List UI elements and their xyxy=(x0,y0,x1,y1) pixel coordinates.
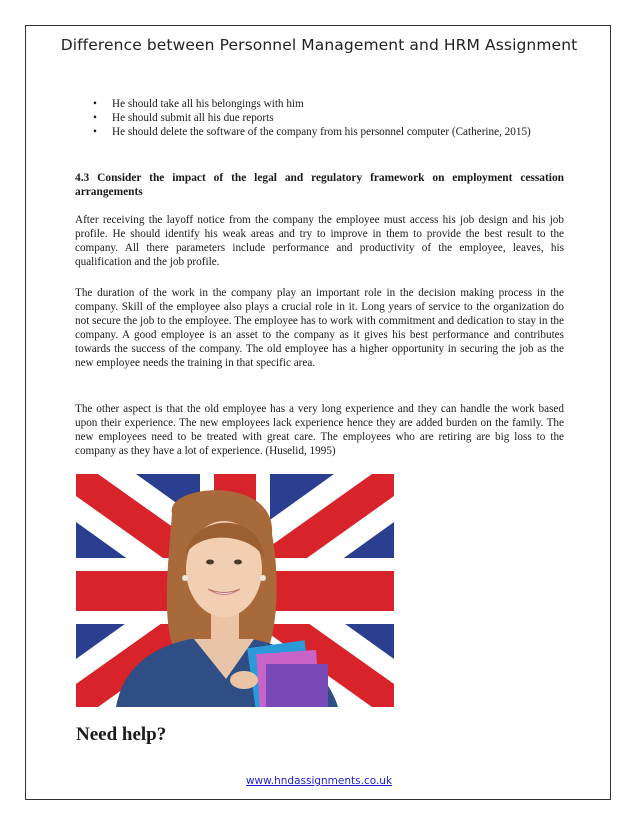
need-help-heading: Need help? xyxy=(76,724,167,745)
bullet-item: • He should take all his belongings with him xyxy=(93,98,304,110)
page-header-title: Difference between Personnel Management and HRM Assignment xyxy=(60,36,578,54)
bullet-dot-icon: • xyxy=(93,98,97,110)
bullet-item: • He should delete the software of the company from his personnel computer (Catherine, 2015) xyxy=(93,126,531,138)
bullet-item: • He should submit all his due reports xyxy=(93,112,274,124)
flag-photo-illustration xyxy=(76,474,394,707)
student-with-flag-photo xyxy=(76,474,394,707)
website-link[interactable]: www.hndassignments.co.uk xyxy=(245,775,393,787)
paragraph-1: After receiving the layoff notice from the company the employee must access his job design and his job profile. He should identify his weak areas and try to improve in them to provide the best result to the company. All there parameters include performance and productivity of the employee, leaves, his qualification and the job profile. xyxy=(75,214,564,269)
bullet-list xyxy=(75,97,564,139)
section-heading: 4.3 Consider the impact of the legal and regulatory framework on employment cessation arrangements xyxy=(75,172,564,199)
bullet-dot-icon: • xyxy=(93,126,97,138)
paragraph-2: The duration of the work in the company play an important role in the decision making process in the company. Skill of the employee also plays a crucial role in it. Long years of service to the organization do not secure the job to the employee. The employee has to work with commitment and dedication to stay in the company. A good employee is an asset to the company as it gives his best performance and contributes towards the success of the company. The old employee has a higher opportunity in securing the job as the new employee needs the training in that specific area. xyxy=(75,287,564,370)
paragraph-3: The other aspect is that the old employee has a very long experience and they can handle the work based upon their experience. The new employees lack experience hence they are added burden on the family. The new employees need to be treated with great care. The employees who are retiring are big loss to the company as they have a lot of experience. (Huselid, 1995) xyxy=(75,403,564,458)
bullet-dot-icon: • xyxy=(93,112,97,124)
